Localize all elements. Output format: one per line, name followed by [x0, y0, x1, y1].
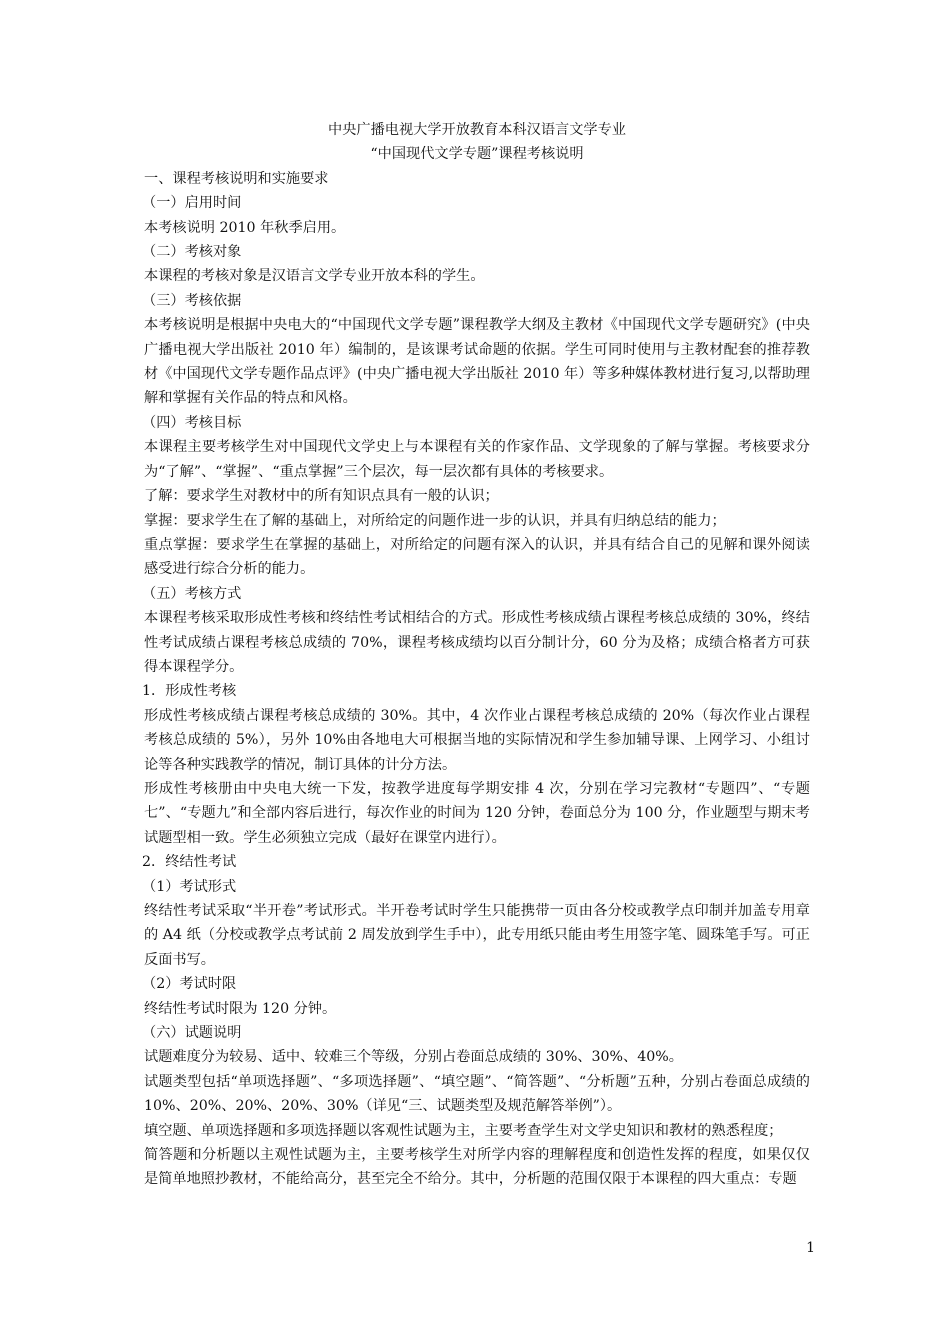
subsection-heading: （二）考核对象 — [142, 244, 242, 261]
section-heading: 一、课程考核说明和实施要求 — [144, 170, 329, 187]
subsection-heading: （五）考核方式 — [142, 585, 242, 602]
subsection-heading: （1）考试形式 — [142, 878, 237, 895]
subsection-heading: （2）考试时限 — [142, 976, 237, 993]
numbered-heading: 1．形成性考核 — [142, 683, 237, 700]
page-number: 1 — [806, 1240, 815, 1256]
document-title-line-1: 中央广播电视大学开放教育本科汉语言文学专业 — [328, 122, 626, 138]
document-title-line-2: “中国现代文学专题”课程考核说明 — [370, 146, 584, 163]
paragraph: 本课程考核采取形成性考核和终结性考试相结合的方式。形成性考核成绩占课程考核总成绩的 30%，终结性考试成绩占课程考核总成绩的 70%，课程考核成绩均以百分制计分，60 分为及格；成绩合格者方可获得本课程学分。 — [144, 610, 810, 675]
paragraph: 本课程的考核对象是汉语言文学专业开放本科的学生。 — [144, 268, 485, 285]
paragraph: 重点掌握：要求学生在掌握的基础上，对所给定的问题有深入的认识，并具有结合自己的见解和课外阅读感受进行综合分析的能力。 — [144, 536, 810, 578]
paragraph: 了解：要求学生对教材中的所有知识点具有一般的认识； — [144, 488, 499, 505]
paragraph: 终结性考试时限为 120 分钟。 — [144, 1000, 337, 1017]
subsection-heading: （四）考核目标 — [142, 414, 242, 431]
paragraph: 掌握：要求学生在了解的基础上，对所给定的问题作进一步的认识，并具有归纳总结的能力； — [144, 512, 726, 529]
paragraph: 试题类型包括“单项选择题”、“多项选择题”、“填空题”、“简答题”、“分析题”五种，分别占卷面总成绩的 10%、20%、20%、20%、30%（详见“三、试题类型及规范解答举例”）。 — [144, 1073, 810, 1115]
paragraph: 形成性考核册由中央电大统一下发，按教学进度每学期安排 4 次，分别在学习完教材“专题四”、“专题七”、“专题九”和全部内容后进行，每次作业的时间为 120 分钟，卷面总分为 100 分，作业题型与期末考试题型相一致。学生必须独立完成（最好在课堂内进行）。 — [144, 780, 810, 846]
paragraph: 本考核说明是根据中央电大的“中国现代文学专题”课程教学大纲及主教材《中国现代文学专题研究》(中央广播电视大学出版社 2010 年）编制的，是该课考试命题的依据。学生可同时使用与主教材配套的推荐教材《中国现代文学专题作品点评》(中央广播电视大学出版社 2010 年）等多种媒体教材进行复习,以帮助理解和掌握有关作品的特点和风格。 — [144, 317, 810, 407]
document-page — [144, 118, 810, 1192]
paragraph: 填空题、单项选择题和多项选择题以客观性试题为主，主要考查学生对文学史知识和教材的熟悉程度； — [144, 1122, 783, 1139]
paragraph: 终结性考试采取“半开卷”考试形式。半开卷考试时学生只能携带一页由各分校或教学点印制并加盖专用章的 A4 纸（分校或教学点考试前 2 周发放到学生手中），此专用纸只能由考生用签字笔、圆珠笔手写。可正反面书写。 — [144, 903, 810, 968]
numbered-heading: 2．终结性考试 — [142, 854, 237, 871]
subsection-heading: （一）启用时间 — [142, 195, 242, 212]
paragraph: 形成性考核成绩占课程考核总成绩的 30%。其中，4 次作业占课程考核总成绩的 20%（每次作业占课程考核总成绩的 5%），另外 10%由各地电大可根据当地的实际情况和学生参加辅导课、上网学习、小组讨论等各种实践教学的情况，制订具体的计分方法。 — [144, 707, 810, 773]
paragraph: 试题难度分为较易、适中、较难三个等级，分别占卷面总成绩的 30%、30%、40%。 — [144, 1049, 683, 1066]
document-body — [144, 167, 810, 1192]
subsection-heading: （三）考核依据 — [142, 292, 242, 309]
paragraph: 本考核说明 2010 年秋季启用。 — [144, 219, 346, 236]
paragraph: 简答题和分析题以主观性试题为主，主要考核学生对所学内容的理解程度和创造性发挥的程度，如果仅仅是简单地照抄教材，不能给高分，甚至完全不给分。其中，分析题的范围仅限于本课程的四大重点：专题 — [144, 1147, 810, 1188]
paragraph: 本课程主要考核学生对中国现代文学史上与本课程有关的作家作品、文学现象的了解与掌握。考核要求分为“了解”、“掌握”、“重点掌握”三个层次，每一层次都有具体的考核要求。 — [144, 439, 810, 480]
subsection-heading: （六）试题说明 — [142, 1025, 242, 1042]
